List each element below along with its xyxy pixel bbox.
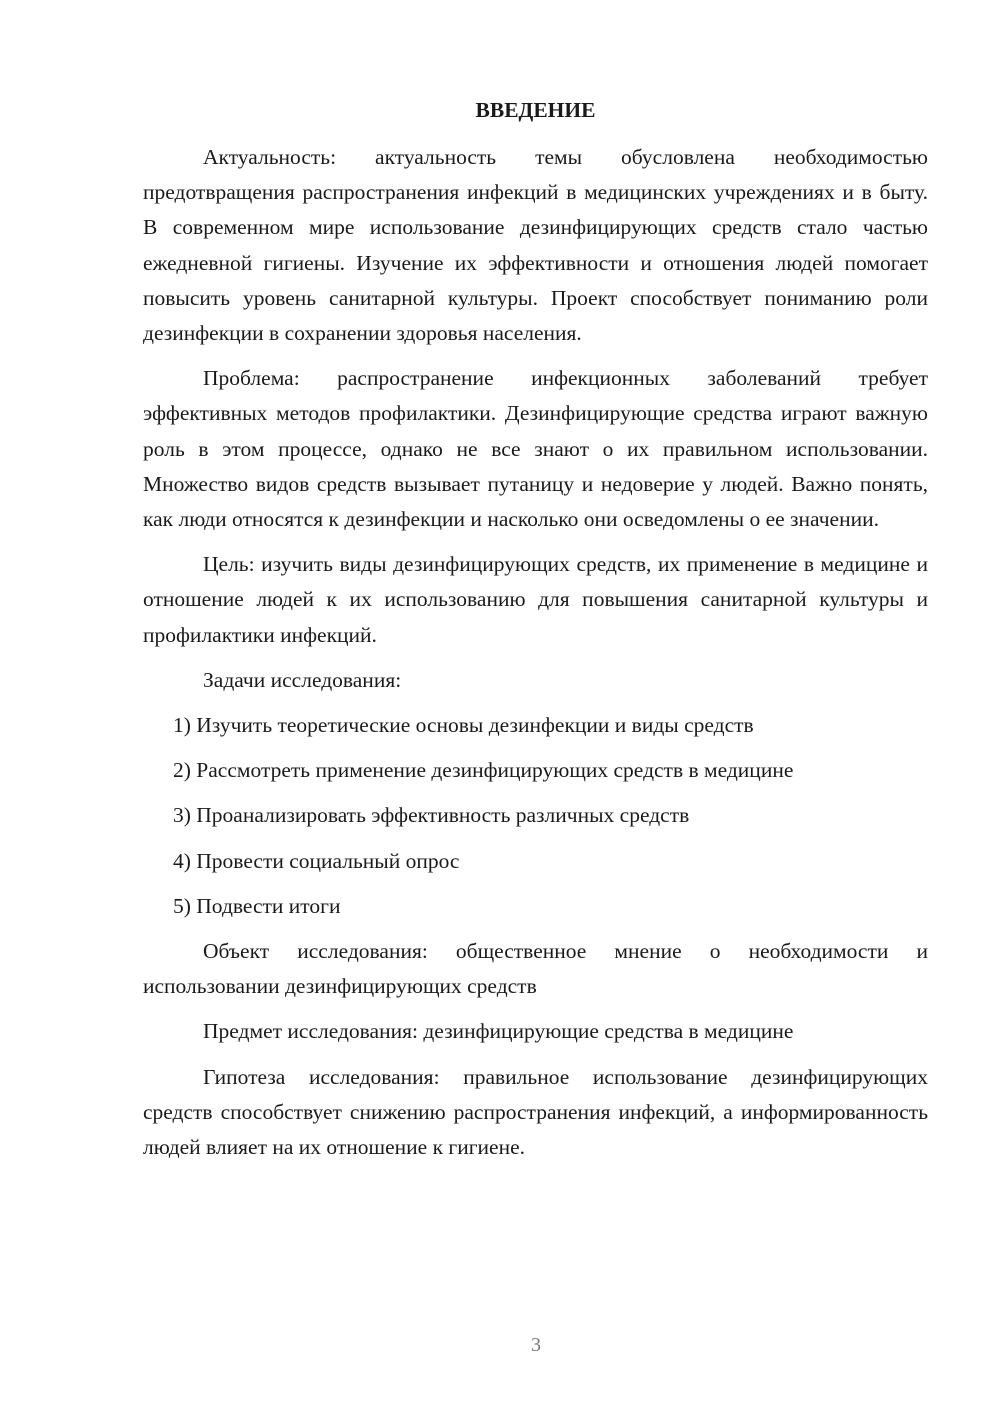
task-item-4: 4) Провести социальный опрос (173, 848, 460, 873)
task-item-2: 2) Рассмотреть применение дезинфицирующих средств в медицине (173, 758, 794, 783)
task-item-3: 3) Проанализировать эффективность различных средств (173, 803, 690, 828)
page-content (143, 93, 928, 1175)
relevance-paragraph: Актуальность: актуальность темы обусловлена необходимостью предотвращения распространения инфекций в медицинских учреждениях и в быту. В современном мире использование дезинфицирующих средств стало частью ежедневной гигиены. Изучение их эффективности и отношения людей помогает повысить уровень санитарной культуры. Проект способствует пониманию роли дезинфекции в сохранении здоровья населения. (143, 145, 928, 346)
section-title: ВВЕДЕНИЕ (475, 98, 596, 122)
tasks-list (143, 708, 928, 924)
hypothesis-paragraph: Гипотеза исследования: правильное использование дезинфицирующих средств способствует снижению распространения инфекций, а информированность людей влияет на их отношение к гигиене. (143, 1064, 928, 1160)
problem-paragraph: Проблема: распространение инфекционных заболеваний требует эффективных методов профилактики. Дезинфицирующие средства играют важную роль в этом процессе, однако не все знают о их правильном использовании. Множество видов средств вызывает путаницу и недоверие у людей. Важно понять, как люди относятся к дезинфекции и насколько они осведомлены о ее значении. (143, 366, 928, 532)
object-paragraph: Объект исследования: общественное мнение о необходимости и использовании дезинфицирующих средств (143, 939, 928, 999)
page-number: 3 (531, 1334, 541, 1356)
tasks-heading: Задачи исследования: (203, 667, 402, 692)
goal-paragraph: Цель: изучить виды дезинфицирующих средств, их применение в медицине и отношение людей к их использованию для повышения санитарной культуры и профилактики инфекций. (143, 552, 928, 647)
subject-paragraph: Предмет исследования: дезинфицирующие средства в медицине (203, 1019, 794, 1044)
task-item-5: 5) Подвести итоги (173, 893, 341, 918)
task-item-1: 1) Изучить теоретические основы дезинфекции и виды средств (173, 713, 754, 738)
